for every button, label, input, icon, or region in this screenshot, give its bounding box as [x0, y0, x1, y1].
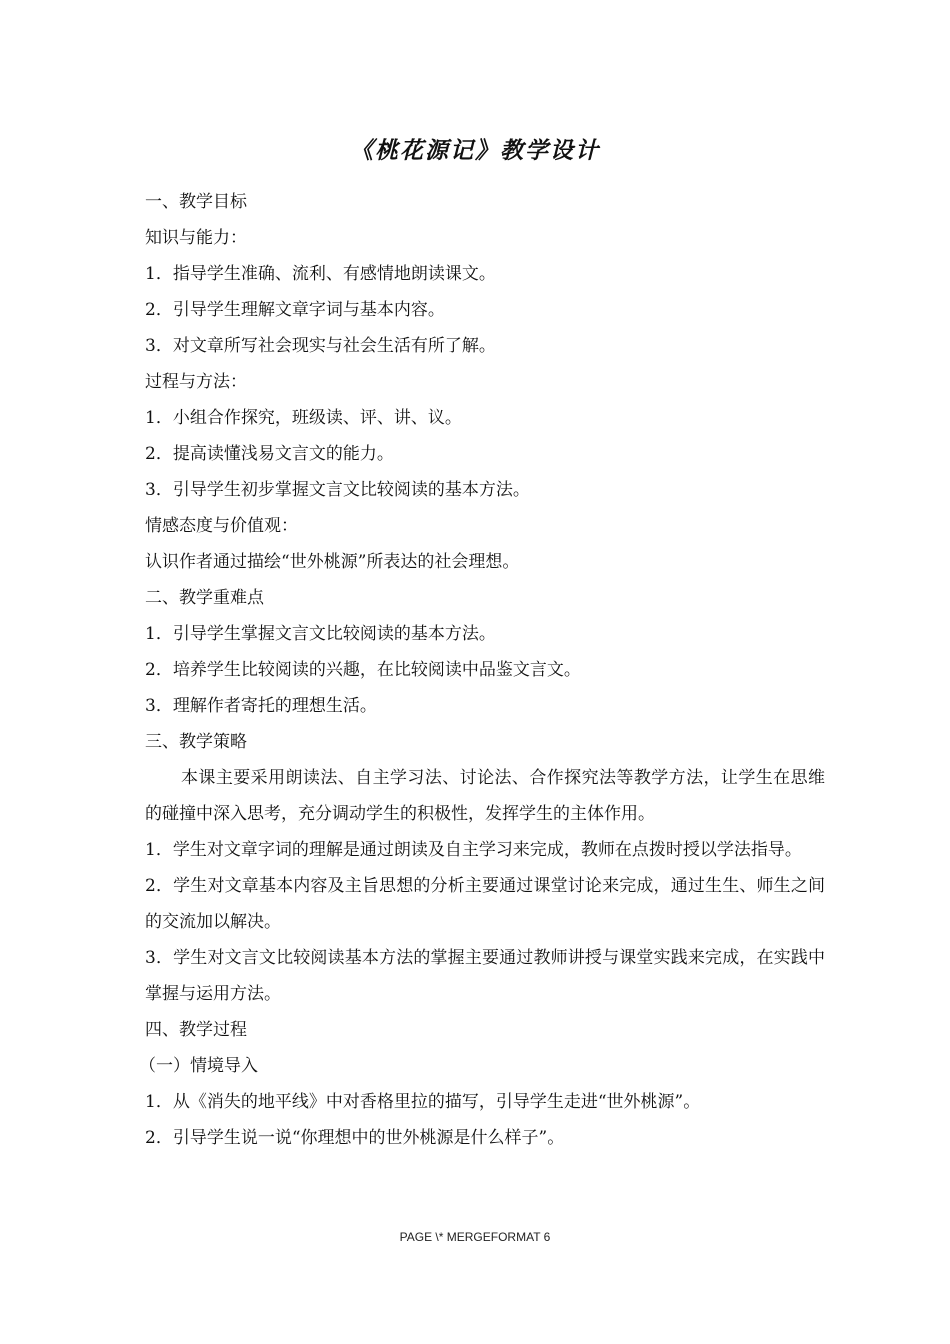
subheading-knowledge: 知识与能力：: [145, 228, 247, 248]
subheading-situation-intro: （一）情境导入: [139, 1056, 258, 1076]
list-item: 1．小组合作探究，班级读、评、讲、议。: [145, 408, 462, 428]
list-item: 2．提高读懂浅易文言文的能力。: [145, 444, 394, 464]
list-item: 1．学生对文章字词的理解是通过朗读及自主学习来完成，教师在点拨时授以学法指导。: [145, 840, 802, 860]
subheading-process-method: 过程与方法：: [145, 372, 247, 392]
strategy-paragraph: 本课主要采用朗读法、自主学习法、讨论法、合作探究法等教学方法，让学生在思维的碰撞中深入思考，充分调动学生的积极性，发挥学生的主体作用。: [145, 768, 825, 824]
section-heading-objectives: 一、教学目标: [145, 192, 247, 212]
list-item: 3．对文章所写社会现实与社会生活有所了解。: [145, 336, 496, 356]
subheading-attitude: 情感态度与价值观：: [145, 516, 298, 536]
list-item: 1．指导学生准确、流利、有感情地朗读课文。: [145, 264, 496, 284]
list-item: 3．理解作者寄托的理想生活。: [145, 696, 377, 716]
document-body: [139, 184, 825, 1156]
list-item: 2．引导学生理解文章字词与基本内容。: [145, 300, 445, 320]
list-item: 2．学生对文章基本内容及主旨思想的分析主要通过课堂讨论来完成，通过生生、师生之间的交流加以解决。: [145, 876, 825, 932]
list-item: 3．学生对文言文比较阅读基本方法的掌握主要通过教师讲授与课堂实践来完成，在实践中掌握与运用方法。: [145, 948, 825, 1004]
list-item: 2．引导学生说一说“你理想中的世外桃源是什么样子”。: [145, 1128, 565, 1148]
document-title: 《桃花源记》教学设计: [350, 137, 600, 164]
page-footer: PAGE \* MERGEFORMAT 6: [399, 1230, 551, 1244]
list-item: 1．引导学生掌握文言文比较阅读的基本方法。: [145, 624, 496, 644]
list-item: 2．培养学生比较阅读的兴趣，在比较阅读中品鉴文言文。: [145, 660, 581, 680]
section-heading-process: 四、教学过程: [145, 1020, 247, 1040]
paragraph-text: 认识作者通过描绘“世外桃源”所表达的社会理想。: [145, 552, 520, 572]
section-heading-strategy: 三、教学策略: [145, 732, 247, 752]
list-item: 1．从《消失的地平线》中对香格里拉的描写，引导学生走进“世外桃源”。: [145, 1092, 701, 1112]
section-heading-key-points: 二、教学重难点: [145, 588, 264, 608]
list-item: 3．引导学生初步掌握文言文比较阅读的基本方法。: [145, 480, 530, 500]
